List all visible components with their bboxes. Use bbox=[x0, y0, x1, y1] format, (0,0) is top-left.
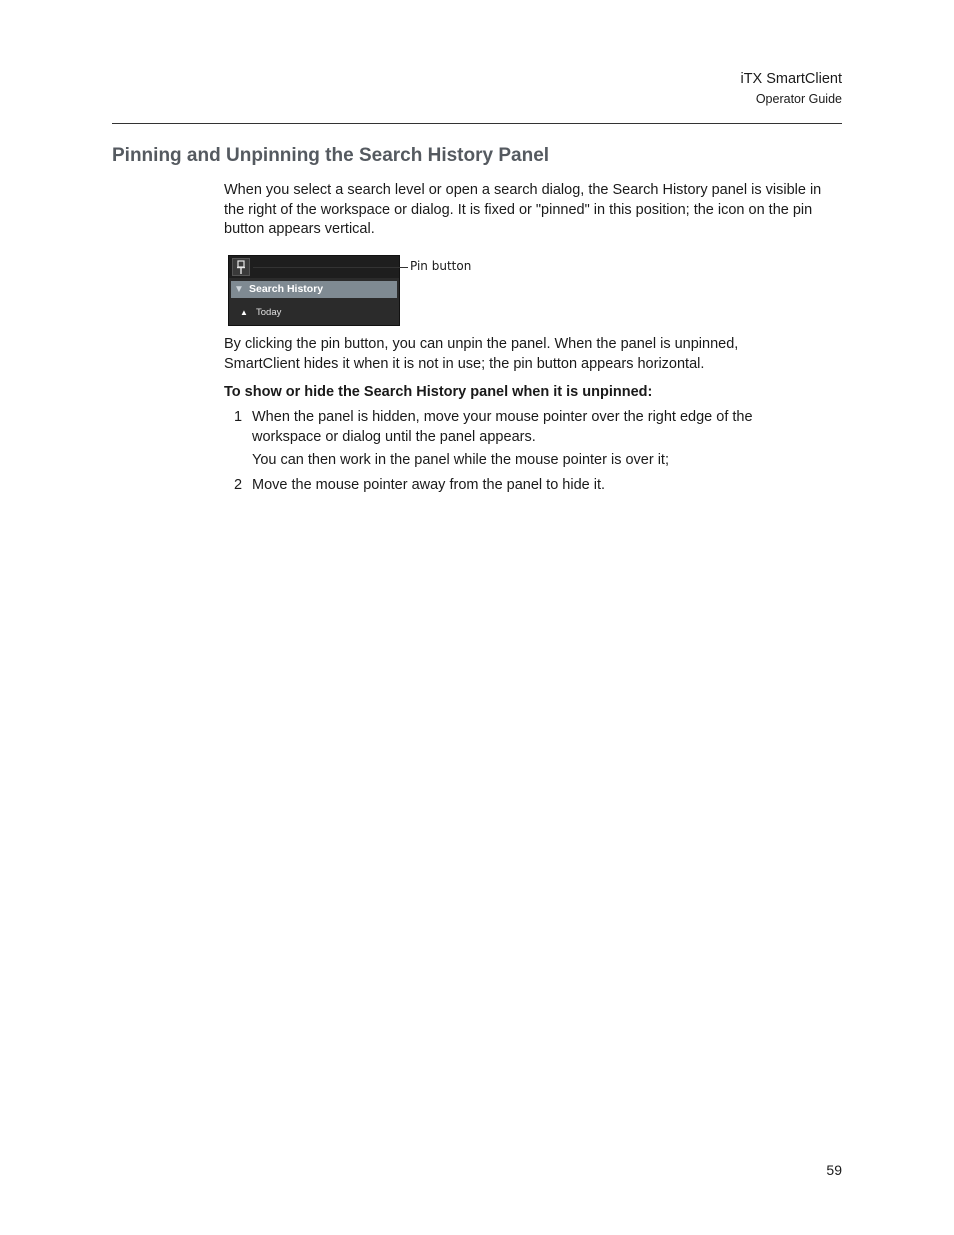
procedure-heading: To show or hide the Search History panel when it is unpinned: bbox=[224, 384, 653, 400]
section-title: Pinning and Unpinning the Search History Panel bbox=[112, 145, 550, 166]
callout-leader-line bbox=[253, 267, 408, 268]
search-history-panel-screenshot bbox=[228, 255, 400, 326]
step-2 bbox=[224, 476, 842, 496]
search-history-header[interactable] bbox=[231, 281, 397, 298]
step-1-note: You can then work in the panel while the mouse pointer is over it; bbox=[252, 452, 669, 468]
pin-icon bbox=[233, 259, 249, 275]
pin-button-callout: Pin button bbox=[410, 259, 472, 273]
page-number: 59 bbox=[826, 1162, 842, 1178]
chevron-down-icon: ▼ bbox=[234, 284, 244, 295]
step-1 bbox=[224, 408, 842, 448]
today-group-label[interactable]: Today bbox=[256, 307, 282, 318]
header-divider bbox=[112, 123, 842, 124]
search-history-label: Search History bbox=[249, 283, 324, 295]
step-text: Move the mouse pointer away from the panel to hide it. bbox=[252, 477, 606, 493]
header-product-name: iTX SmartClient bbox=[740, 71, 842, 87]
pin-button[interactable] bbox=[232, 258, 250, 276]
intro-paragraph: When you select a search level or open a search dialog, the Search History panel is visible in the right of the workspace or dialog. It is fixed or "pinned" in this position; the icon on the pin button appears vertical. bbox=[224, 182, 822, 237]
chevron-up-icon[interactable]: ▲ bbox=[240, 308, 248, 317]
unpin-paragraph: By clicking the pin button, you can unpin the panel. When the panel is unpinned, SmartClient hides it when it is not in use; the pin button appears horizontal. bbox=[224, 336, 739, 372]
step-text: When the panel is hidden, move your mouse pointer over the right edge of the workspace or dialog until the panel appears. bbox=[252, 409, 753, 445]
step-number: 2 bbox=[234, 477, 243, 493]
step-number: 1 bbox=[234, 409, 243, 425]
header-guide-name: Operator Guide bbox=[755, 92, 842, 106]
